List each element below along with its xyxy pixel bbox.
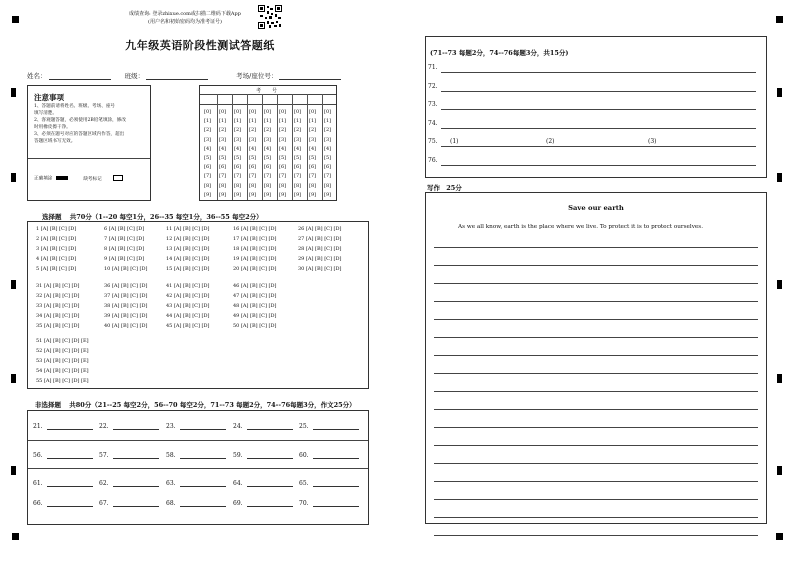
exam-digit-bubble[interactable]: [1] — [294, 118, 302, 125]
fill-in-item[interactable] — [233, 422, 293, 430]
choice-bubble-row[interactable]: 37 [A] [B] [C] [D] — [104, 293, 148, 299]
choice-bubble-row[interactable]: 17 [A] [B] [C] [D] — [233, 236, 277, 242]
class-field[interactable] — [146, 79, 208, 80]
fill-in-item[interactable] — [299, 499, 359, 507]
question-number: 70. — [299, 500, 309, 507]
choice-bubble-row[interactable]: 27 [A] [B] [C] [D] — [298, 236, 342, 242]
grid-column-line — [322, 94, 323, 200]
exam-digit-bubble[interactable]: [9] — [249, 191, 257, 198]
fill-in-item[interactable] — [233, 451, 293, 459]
answer-line[interactable] — [247, 499, 293, 507]
score-query-notice: 成绩查询: 登录zhixue.com或扫描二维码下载App (用户名和初始密码均为准考证号) — [129, 11, 241, 25]
question-number: 25. — [299, 423, 309, 430]
exam-digit-bubble[interactable]: [6] — [294, 164, 302, 171]
fill-in-item[interactable] — [33, 422, 93, 430]
grid-column-line — [262, 94, 263, 200]
question-number: 57. — [99, 452, 109, 459]
essay-writing-line[interactable] — [434, 463, 758, 464]
fill-in-item[interactable] — [166, 451, 226, 459]
reading-question-number: 76. — [428, 156, 438, 164]
answer-line[interactable] — [180, 422, 226, 430]
exam-digit-bubble[interactable]: [9] — [264, 191, 272, 198]
exam-digit-bubble[interactable]: [5] — [324, 155, 332, 161]
exam-digit-bubble[interactable]: [8] — [204, 182, 212, 189]
exam-digit-bubble[interactable]: [6] — [219, 164, 227, 171]
reading-answer-line[interactable] — [441, 109, 756, 110]
choice-bubble-row[interactable]: 39 [A] [B] [C] [D] — [104, 313, 148, 319]
timing-mark — [11, 466, 16, 475]
exam-digit-bubble[interactable]: [7] — [219, 173, 227, 180]
choice-bubble-row[interactable]: 33 [A] [B] [C] [D] — [36, 303, 80, 309]
grid-line — [200, 104, 336, 105]
timing-mark — [11, 173, 16, 182]
notes-list: 1、答题前请将姓名、班级、考场、座号 填写清楚。 2、客观题答题，必须使用2B铅笔填涂，修改 时用橡皮擦干净。 3、必须在题号对应的答题区域内作答，超出 答题区域书写无效。 — [34, 104, 126, 144]
choice-bubble-row[interactable]: 7 [A] [B] [C] [D] — [104, 236, 145, 242]
choice-bubble-row[interactable]: 54 [A] [B] [C] [D] [E] — [36, 368, 89, 374]
question-number: 21. — [33, 423, 43, 430]
exam-digit-bubble[interactable]: [3] — [309, 136, 317, 143]
fill-in-item[interactable] — [166, 479, 226, 487]
exam-digit-bubble[interactable]: [4] — [264, 145, 272, 152]
reading-answer-line[interactable] — [441, 72, 756, 73]
answer-line[interactable] — [113, 479, 159, 487]
exam-digit-bubble[interactable]: [5] — [309, 155, 317, 161]
exam-digit-bubble[interactable]: [7] — [249, 173, 257, 180]
exam-digit-bubble[interactable]: [9] — [309, 191, 317, 198]
qr-code-icon — [258, 5, 282, 29]
exam-digit-bubble[interactable]: [7] — [204, 173, 212, 180]
choice-bubble-row[interactable]: 47 [A] [B] [C] [D] — [233, 293, 277, 299]
choice-bubble-row[interactable]: 2 [A] [B] [C] [D] — [36, 236, 77, 242]
essay-writing-line[interactable] — [434, 319, 758, 320]
exam-digit-bubble[interactable]: [6] — [279, 164, 287, 171]
choice-bubble-row[interactable]: 14 [A] [B] [C] [D] — [166, 256, 210, 262]
sub-answer-label: (2) — [546, 138, 555, 145]
choice-bubble-row[interactable]: 5 [A] [B] [C] [D] — [36, 266, 77, 272]
exam-digit-bubble[interactable]: [3] — [264, 136, 272, 143]
exam-digit-bubble[interactable]: [2] — [294, 127, 302, 134]
exam-digit-bubble[interactable]: [8] — [309, 182, 317, 189]
essay-first-line: As we all know, earth is the place where we live. To protect it is to protect ourselves. — [458, 224, 704, 230]
fill-in-item[interactable] — [99, 479, 159, 487]
essay-writing-line[interactable] — [434, 247, 758, 248]
notes-box — [27, 85, 151, 201]
fill-in-item[interactable] — [33, 479, 93, 487]
essay-writing-line[interactable] — [434, 445, 758, 446]
choice-bubble-row[interactable]: 35 [A] [B] [C] [D] — [36, 323, 80, 329]
exam-digit-bubble[interactable]: [4] — [309, 145, 317, 152]
answer-line[interactable] — [180, 451, 226, 459]
exam-digit-bubble[interactable]: [0] — [309, 109, 317, 115]
choice-bubble-row[interactable]: 10 [A] [B] [C] [D] — [104, 266, 148, 272]
answer-line[interactable] — [47, 479, 93, 487]
choice-bubble-row[interactable]: 49 [A] [B] [C] [D] — [233, 313, 277, 319]
choice-bubble-row[interactable]: 51 [A] [B] [C] [D] [E] — [36, 338, 89, 344]
absent-checkbox[interactable] — [113, 175, 123, 181]
exam-digit-bubble[interactable]: [8] — [219, 182, 227, 189]
timing-mark — [12, 16, 19, 23]
exam-digit-bubble[interactable]: [4] — [234, 145, 242, 152]
exam-digit-bubble[interactable]: [4] — [249, 145, 257, 152]
choice-bubble-row[interactable]: 53 [A] [B] [C] [D] [E] — [36, 358, 89, 364]
exam-digit-bubble[interactable]: [2] — [219, 127, 227, 134]
choice-section-heading: 选择题 共70分（1--20 每空1分，26--35 每空1分，36--55 每空2分） — [42, 213, 263, 221]
exam-digit-bubble[interactable]: [6] — [249, 164, 257, 171]
exam-digit-bubble[interactable]: [3] — [279, 136, 287, 143]
choice-bubble-row[interactable]: 28 [A] [B] [C] [D] — [298, 246, 342, 252]
answer-line[interactable] — [313, 422, 359, 430]
question-number: 65. — [299, 480, 309, 487]
exam-digit-bubble[interactable]: [7] — [234, 173, 242, 180]
exam-digit-bubble[interactable]: [1] — [324, 118, 332, 125]
choice-bubble-row[interactable]: 15 [A] [B] [C] [D] — [166, 266, 210, 272]
exam-digit-bubble[interactable]: [0] — [279, 109, 287, 115]
exam-digit-bubble[interactable]: [8] — [324, 182, 332, 189]
fill-in-item[interactable] — [33, 499, 93, 507]
exam-digit-bubble[interactable]: [2] — [264, 127, 272, 134]
fill-example-row: 正确填涂 缺考标记 — [34, 175, 123, 182]
section-divider — [28, 468, 368, 469]
essay-writing-line[interactable] — [434, 373, 758, 374]
exam-digit-bubble[interactable]: [2] — [249, 127, 257, 134]
question-number: 22. — [99, 423, 109, 430]
exam-digit-bubble[interactable]: [3] — [204, 136, 212, 143]
fill-in-item[interactable] — [33, 451, 93, 459]
timing-mark — [776, 533, 783, 540]
answer-line[interactable] — [247, 451, 293, 459]
grid-column-line — [307, 94, 308, 200]
exam-digit-bubble[interactable]: [7] — [309, 173, 317, 180]
grid-column-line — [292, 94, 293, 200]
question-number: 63. — [166, 480, 176, 487]
question-number: 64. — [233, 480, 243, 487]
timing-mark — [777, 88, 782, 97]
exam-digit-bubble[interactable]: [9] — [294, 191, 302, 198]
choice-answer-area — [27, 221, 369, 389]
exam-digit-bubble[interactable]: [2] — [309, 127, 317, 134]
exam-digit-bubble[interactable]: [2] — [324, 127, 332, 134]
question-number: 59. — [233, 452, 243, 459]
filled-bubble-icon — [56, 176, 68, 180]
student-info-row: 姓名： 班级： 考场/座位号： — [27, 71, 341, 80]
exam-digit-bubble[interactable]: [4] — [279, 145, 287, 152]
choice-bubble-row[interactable]: 8 [A] [B] [C] [D] — [104, 246, 145, 252]
choice-bubble-row[interactable]: 41 [A] [B] [C] [D] — [166, 283, 210, 289]
answer-line[interactable] — [47, 422, 93, 430]
choice-bubble-row[interactable]: 42 [A] [B] [C] [D] — [166, 293, 210, 299]
reading-section-title: (71--73 每题2分，74--76每题3分，共15分) — [430, 49, 569, 57]
exam-digit-bubble[interactable]: [8] — [234, 182, 242, 189]
question-number: 60. — [299, 452, 309, 459]
exam-digit-bubble[interactable]: [9] — [324, 191, 332, 198]
reading-answer-line[interactable] — [441, 91, 756, 92]
essay-writing-line[interactable] — [434, 481, 758, 482]
choice-bubble-row[interactable]: 34 [A] [B] [C] [D] — [36, 313, 80, 319]
exam-digit-bubble[interactable]: [2] — [234, 127, 242, 134]
grid-column-line — [232, 94, 233, 200]
choice-bubble-row[interactable]: 36 [A] [B] [C] [D] — [104, 283, 148, 289]
choice-bubble-row[interactable]: 6 [A] [B] [C] [D] — [104, 226, 145, 232]
question-number: 58. — [166, 452, 176, 459]
answer-line[interactable] — [113, 451, 159, 459]
choice-bubble-row[interactable]: 46 [A] [B] [C] [D] — [233, 283, 277, 289]
choice-bubble-row[interactable]: 26 [A] [B] [C] [D] — [298, 226, 342, 232]
fill-in-item[interactable] — [299, 422, 359, 430]
exam-digit-bubble[interactable]: [9] — [219, 191, 227, 198]
exam-digit-bubble[interactable]: [0] — [204, 109, 212, 115]
reading-question-number: 75. — [428, 138, 438, 145]
choice-bubble-row[interactable]: 13 [A] [B] [C] [D] — [166, 246, 210, 252]
writing-heading: 写作 25分 — [427, 184, 462, 192]
exam-digit-bubble[interactable]: [1] — [309, 118, 317, 125]
exam-digit-bubble[interactable]: [8] — [249, 182, 257, 189]
notes-title: 注意事项 — [34, 93, 64, 102]
reading-answer-line[interactable] — [441, 165, 756, 166]
choice-bubble-row[interactable]: 9 [A] [B] [C] [D] — [104, 256, 145, 262]
exam-digit-bubble[interactable]: [6] — [234, 164, 242, 171]
exam-digit-bubble[interactable]: [0] — [324, 109, 332, 115]
exam-digit-bubble[interactable]: [5] — [204, 155, 212, 161]
sub-answer-label: (1) — [450, 138, 459, 145]
answer-line[interactable] — [180, 479, 226, 487]
choice-bubble-row[interactable]: 12 [A] [B] [C] [D] — [166, 236, 210, 242]
choice-bubble-row[interactable]: 40 [A] [B] [C] [D] — [104, 323, 148, 329]
essay-writing-line[interactable] — [434, 535, 758, 536]
name-field[interactable] — [49, 79, 111, 80]
grid-column-line — [277, 94, 278, 200]
exam-digit-bubble[interactable]: [3] — [294, 136, 302, 143]
exam-digit-bubble[interactable]: [6] — [309, 164, 317, 171]
fill-in-item[interactable] — [166, 499, 226, 507]
reading-answer-line[interactable] — [441, 146, 756, 147]
exam-digit-bubble[interactable]: [3] — [234, 136, 242, 143]
timing-mark — [12, 533, 19, 540]
fill-in-item[interactable] — [99, 422, 159, 430]
timing-mark — [777, 173, 782, 182]
fill-in-item[interactable] — [99, 451, 159, 459]
choice-bubble-row[interactable]: 55 [A] [B] [C] [D] [E] — [36, 378, 89, 384]
answer-line[interactable] — [113, 422, 159, 430]
room-seat-field[interactable] — [279, 79, 341, 80]
exam-digit-bubble[interactable]: [1] — [204, 118, 212, 125]
grid-column-line — [217, 94, 218, 200]
page-title: 九年级英语阶段性测试答题纸 — [125, 39, 275, 52]
exam-number-label: 考 号 — [255, 88, 280, 94]
choice-bubble-row[interactable]: 38 [A] [B] [C] [D] — [104, 303, 148, 309]
reading-answer-line[interactable] — [441, 128, 756, 129]
timing-mark — [11, 88, 16, 97]
exam-digit-bubble[interactable]: [9] — [234, 191, 242, 198]
reading-question-number: 72. — [428, 82, 438, 90]
exam-digit-bubble[interactable]: [7] — [324, 173, 332, 180]
exam-digit-bubble[interactable]: [5] — [294, 155, 302, 161]
exam-digit-bubble[interactable]: [4] — [219, 145, 227, 152]
fill-in-item[interactable] — [99, 499, 159, 507]
choice-bubble-row[interactable]: 43 [A] [B] [C] [D] — [166, 303, 210, 309]
timing-mark — [777, 374, 782, 383]
answer-line[interactable] — [313, 479, 359, 487]
choice-bubble-row[interactable]: 30 [A] [B] [C] [D] — [298, 266, 342, 272]
choice-bubble-row[interactable]: 31 [A] [B] [C] [D] — [36, 283, 80, 289]
reading-question-number: 74. — [428, 119, 438, 127]
exam-number-grid — [199, 85, 337, 201]
essay-writing-line[interactable] — [434, 355, 758, 356]
choice-bubble-row[interactable]: 48 [A] [B] [C] [D] — [233, 303, 277, 309]
exam-digit-bubble[interactable]: [5] — [234, 155, 242, 161]
answer-line[interactable] — [247, 479, 293, 487]
timing-mark — [776, 16, 783, 23]
grid-line — [200, 94, 336, 95]
exam-digit-bubble[interactable]: [4] — [324, 145, 332, 152]
choice-bubble-row[interactable]: 19 [A] [B] [C] [D] — [233, 256, 277, 262]
choice-bubble-row[interactable]: 45 [A] [B] [C] [D] — [166, 323, 210, 329]
exam-digit-bubble[interactable]: [1] — [249, 118, 257, 125]
question-number: 69. — [233, 500, 243, 507]
exam-digit-bubble[interactable]: [2] — [204, 127, 212, 134]
question-number: 67. — [99, 500, 109, 507]
exam-digit-bubble[interactable]: [1] — [219, 118, 227, 125]
question-number: 66. — [33, 500, 43, 507]
exam-digit-bubble[interactable]: [5] — [264, 155, 272, 161]
exam-digit-bubble[interactable]: [8] — [279, 182, 287, 189]
exam-digit-bubble[interactable]: [0] — [234, 109, 242, 115]
fill-in-item[interactable] — [299, 451, 359, 459]
exam-digit-bubble[interactable]: [2] — [279, 127, 287, 134]
timing-mark — [11, 280, 16, 289]
essay-title: Save our earth — [568, 204, 624, 212]
exam-digit-bubble[interactable]: [1] — [264, 118, 272, 125]
question-number: 56. — [33, 452, 43, 459]
choice-bubble-row[interactable]: 50 [A] [B] [C] [D] — [233, 323, 277, 329]
choice-bubble-row[interactable]: 1 [A] [B] [C] [D] — [36, 226, 77, 232]
exam-digit-bubble[interactable]: [7] — [294, 173, 302, 180]
answer-line[interactable] — [47, 499, 93, 507]
question-number: 68. — [166, 500, 176, 507]
answer-line[interactable] — [113, 499, 159, 507]
exam-digit-bubble[interactable]: [1] — [234, 118, 242, 125]
essay-writing-line[interactable] — [434, 301, 758, 302]
exam-digit-bubble[interactable]: [1] — [279, 118, 287, 125]
question-number: 23. — [166, 423, 176, 430]
choice-bubble-row[interactable]: 29 [A] [B] [C] [D] — [298, 256, 342, 262]
exam-digit-bubble[interactable]: [9] — [204, 191, 212, 198]
essay-writing-line[interactable] — [434, 409, 758, 410]
answer-line[interactable] — [247, 422, 293, 430]
timing-mark — [777, 280, 782, 289]
sub-answer-label: (3) — [648, 138, 657, 145]
essay-writing-line[interactable] — [434, 517, 758, 518]
essay-writing-line[interactable] — [434, 265, 758, 266]
exam-digit-bubble[interactable]: [6] — [264, 164, 272, 171]
section-divider — [28, 440, 368, 441]
exam-digit-bubble[interactable]: [0] — [249, 109, 257, 115]
exam-digit-bubble[interactable]: [3] — [249, 136, 257, 143]
essay-writing-line[interactable] — [434, 499, 758, 500]
fill-in-item[interactable] — [233, 479, 293, 487]
reading-question-number: 73. — [428, 101, 438, 108]
exam-digit-bubble[interactable]: [0] — [264, 109, 272, 115]
question-number: 24. — [233, 423, 243, 430]
answer-line[interactable] — [180, 499, 226, 507]
exam-digit-bubble[interactable]: [6] — [204, 164, 212, 171]
question-number: 62. — [99, 480, 109, 487]
fill-in-item[interactable] — [233, 499, 293, 507]
choice-bubble-row[interactable]: 32 [A] [B] [C] [D] — [36, 293, 80, 299]
exam-digit-bubble[interactable]: [5] — [279, 155, 287, 161]
exam-digit-bubble[interactable]: [8] — [294, 182, 302, 189]
writing-box — [425, 192, 767, 524]
answer-line[interactable] — [47, 451, 93, 459]
exam-digit-bubble[interactable]: [0] — [219, 109, 227, 115]
essay-writing-line[interactable] — [434, 337, 758, 338]
exam-digit-bubble[interactable]: [4] — [294, 145, 302, 152]
choice-bubble-row[interactable]: 20 [A] [B] [C] [D] — [233, 266, 277, 272]
exam-digit-bubble[interactable]: [9] — [279, 191, 287, 198]
timing-mark — [11, 374, 16, 383]
choice-bubble-row[interactable]: 18 [A] [B] [C] [D] — [233, 246, 277, 252]
fill-in-item[interactable] — [299, 479, 359, 487]
choice-bubble-row[interactable]: 16 [A] [B] [C] [D] — [233, 226, 277, 232]
exam-digit-bubble[interactable]: [3] — [324, 136, 332, 143]
answer-line[interactable] — [313, 451, 359, 459]
exam-digit-bubble[interactable]: [7] — [264, 173, 272, 180]
exam-digit-bubble[interactable]: [6] — [324, 164, 332, 171]
answer-line[interactable] — [313, 499, 359, 507]
exam-digit-bubble[interactable]: [0] — [294, 109, 302, 115]
nonchoice-answer-area — [27, 410, 369, 525]
essay-writing-line[interactable] — [434, 391, 758, 392]
choice-bubble-row[interactable]: 52 [A] [B] [C] [D] [E] — [36, 348, 89, 354]
exam-digit-bubble[interactable]: [3] — [219, 136, 227, 143]
exam-digit-bubble[interactable]: [4] — [204, 145, 212, 152]
timing-mark — [777, 466, 782, 475]
fill-in-item[interactable] — [166, 422, 226, 430]
choice-bubble-row[interactable]: 44 [A] [B] [C] [D] — [166, 313, 210, 319]
reading-answer-box — [425, 36, 767, 178]
question-number: 61. — [33, 480, 43, 487]
choice-bubble-row[interactable]: 3 [A] [B] [C] [D] — [36, 246, 77, 252]
choice-bubble-row[interactable]: 11 [A] [B] [C] [D] — [166, 226, 210, 232]
choice-bubble-row[interactable]: 4 [A] [B] [C] [D] — [36, 256, 77, 262]
essay-writing-line[interactable] — [434, 283, 758, 284]
grid-column-line — [247, 94, 248, 200]
exam-digit-bubble[interactable]: [7] — [279, 173, 287, 180]
exam-digit-bubble[interactable]: [8] — [264, 182, 272, 189]
exam-digit-bubble[interactable]: [5] — [249, 155, 257, 161]
reading-question-number: 71. — [428, 64, 438, 71]
exam-digit-bubble[interactable]: [5] — [219, 155, 227, 161]
nonchoice-section-heading: 非选择题 共80分（21--25 每空2分，56--70 每空2分，71--73 每题2分，74--76每题3分，作文25分） — [35, 401, 356, 409]
essay-writing-line[interactable] — [434, 427, 758, 428]
notes-divider — [28, 158, 150, 159]
